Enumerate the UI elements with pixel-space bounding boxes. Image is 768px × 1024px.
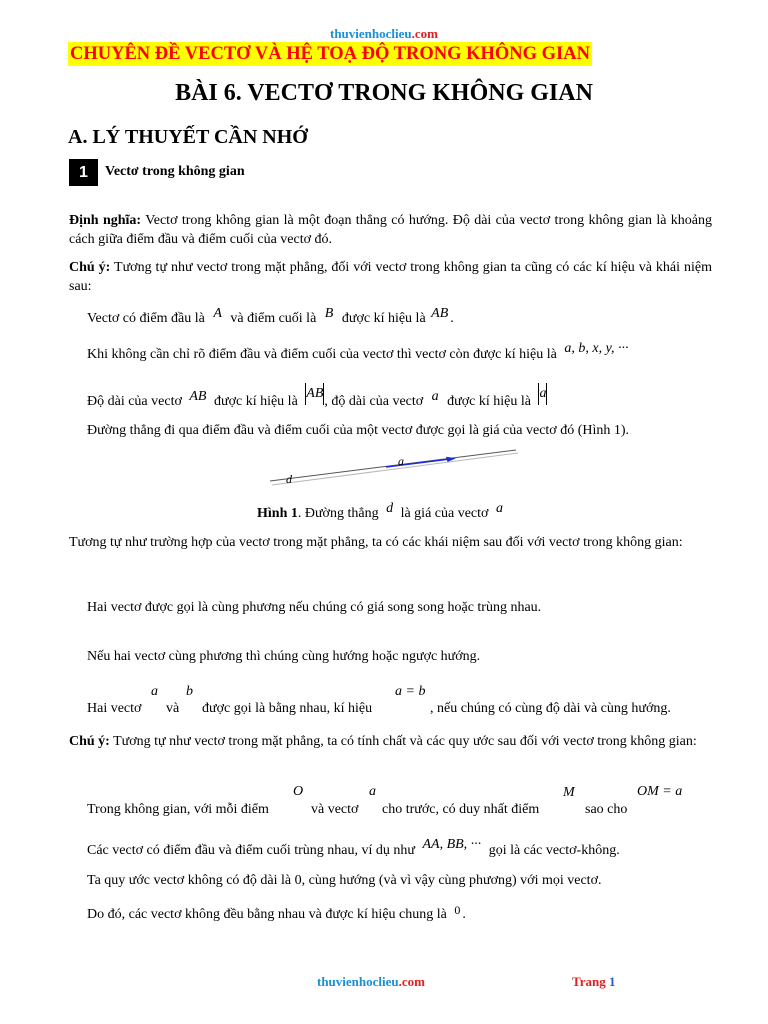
math-a: a <box>495 501 503 516</box>
definition-text: Vectơ trong không gian là một đoạn thẳng có hướng. Độ dài của vectơ trong không gian là khoảng cách giữa điểm đầu và điểm cuối của vectơ đó. <box>69 213 713 247</box>
list-item-text: và <box>166 701 180 716</box>
list-item: Ta quy ước vectơ không có độ dài là 0, cùng hướng (và vì vậy cùng phương) với mọi vectơ. <box>87 873 602 888</box>
page-num: 1 <box>608 974 616 989</box>
lesson-title: BÀI 6. VECTƠ TRONG KHÔNG GIAN <box>175 80 593 106</box>
item-text: Khi không cần chỉ rõ điểm đầu và điểm cuối của vectơ thì vectơ còn được kí hiệu là <box>87 347 557 362</box>
item-text: được kí hiệu là <box>341 311 426 326</box>
site-name: thuvienhoclieu <box>330 26 412 41</box>
note-label: Chú ý: <box>69 260 111 275</box>
math-vector-AB: AB <box>431 306 449 321</box>
note-label: Chú ý: <box>69 734 110 749</box>
math-B: B <box>324 306 334 321</box>
math-AB: AB <box>306 386 324 402</box>
list-item <box>87 903 466 923</box>
line-shadow <box>272 453 518 485</box>
site-name: thuvienhoclieu <box>317 974 399 989</box>
label-d: d <box>286 472 292 486</box>
item-text: Các vectơ có điểm đầu và điểm cuối trùng nhau, ví dụ như <box>87 843 415 858</box>
math-abs-AB <box>305 386 324 401</box>
page-label: Trang <box>572 974 606 989</box>
site-domain: .com <box>398 974 425 989</box>
list-item <box>87 306 454 327</box>
list-item: Hai vectơ <box>87 701 142 716</box>
list-item-text: sao cho <box>585 802 628 817</box>
caption-text: . Đường thẳng <box>297 506 379 521</box>
note-text: Tương tự như vectơ trong mặt phẳng, đối với vectơ trong không gian ta cũng có các kí hiệu và khái niệm sau: <box>69 260 712 294</box>
label-a: a <box>398 454 404 468</box>
note-paragraph <box>69 258 712 296</box>
list-item: Nếu hai vectơ cùng phương thì chúng cùng hướng hoặc ngược hướng. <box>87 649 481 664</box>
item-text: . <box>462 907 466 922</box>
math-vector-AB: AB <box>189 389 207 405</box>
section-number-box: 1 <box>69 159 98 186</box>
math-abs-a <box>538 386 547 401</box>
caption-text: là giá của vectơ <box>400 506 489 521</box>
math-zero-vectors: AA, BB, ··· <box>422 837 482 852</box>
list-item-text: và vectơ <box>311 802 359 817</box>
section-heading: A. LÝ THUYẾT CẦN NHỚ <box>68 126 308 148</box>
list-item: Hai vectơ được gọi là cùng phương nếu chúng có giá song song hoặc trùng nhau. <box>87 600 542 615</box>
list-item-text: , nếu chúng có cùng độ dài và cùng hướng. <box>430 701 671 716</box>
math-A: A <box>213 306 222 321</box>
math-O: O <box>293 784 304 799</box>
item-text: gọi là các vectơ-không. <box>488 843 620 858</box>
subsection-title: Vectơ trong không gian <box>105 164 245 179</box>
list-item-text: được gọi là bằng nhau, kí hiệu <box>202 701 373 716</box>
figure-line-vector <box>266 447 520 487</box>
item-text: được kí hiệu là <box>447 394 531 410</box>
item-text: và điểm cuối là <box>230 311 317 326</box>
math-b: b <box>186 684 193 699</box>
math-d: d <box>386 501 394 516</box>
math-vector-a: a <box>431 389 439 405</box>
list-item: Đường thẳng đi qua điểm đầu và điểm cuối của một vectơ được gọi là giá của vectơ đó (Hình 1). <box>87 423 630 438</box>
definition-paragraph <box>69 211 712 249</box>
item-text: được kí hiệu là <box>213 394 298 410</box>
math-a: a <box>151 684 158 699</box>
topic-banner: CHUYÊN ĐỀ VECTƠ VÀ HỆ TOẠ ĐỘ TRONG KHÔNG GIAN <box>70 44 590 64</box>
math-zero: 0 <box>454 903 461 917</box>
definition-label: Định nghĩa: <box>69 213 142 228</box>
list-item-text: cho trước, có duy nhất điểm <box>382 802 540 817</box>
math-M: M <box>563 785 575 800</box>
paragraph-similar-concepts: Tương tự như trường hợp của vectơ trong mặt phẳng, ta có các khái niệm sau đối với vectơ trong không gian: <box>69 535 683 550</box>
math-a: a <box>539 386 547 402</box>
math-a: a <box>369 784 376 799</box>
list-item <box>87 386 547 413</box>
note-paragraph <box>69 732 712 751</box>
list-item: Trong không gian, với mỗi điểm <box>87 802 269 817</box>
math-OM-equals-a: OM = a <box>637 784 683 799</box>
item-text: Do đó, các vectơ không đều bằng nhau và được kí hiệu chung là <box>87 907 447 922</box>
item-text: . <box>450 311 454 326</box>
item-text: , độ dài của vectơ <box>324 394 424 410</box>
site-domain: .com <box>411 26 438 41</box>
site-watermark-top <box>0 26 768 42</box>
figure-caption <box>257 501 507 522</box>
list-item <box>87 837 620 859</box>
item-text: Vectơ có điểm đầu là <box>87 311 205 326</box>
note-text: Tương tự như vectơ trong mặt phẳng, ta có tính chất và các quy ước sau đối với vectơ trong không gian: <box>109 734 697 749</box>
math-a-equals-b: a = b <box>395 684 426 699</box>
site-watermark-bottom <box>317 974 425 990</box>
math-vector-symbols: a, b, x, y, ··· <box>564 341 629 356</box>
caption-label: Hình 1 <box>257 506 298 521</box>
item-text: Độ dài của vectơ <box>87 394 182 410</box>
page-number <box>572 974 615 990</box>
list-item <box>87 341 629 363</box>
